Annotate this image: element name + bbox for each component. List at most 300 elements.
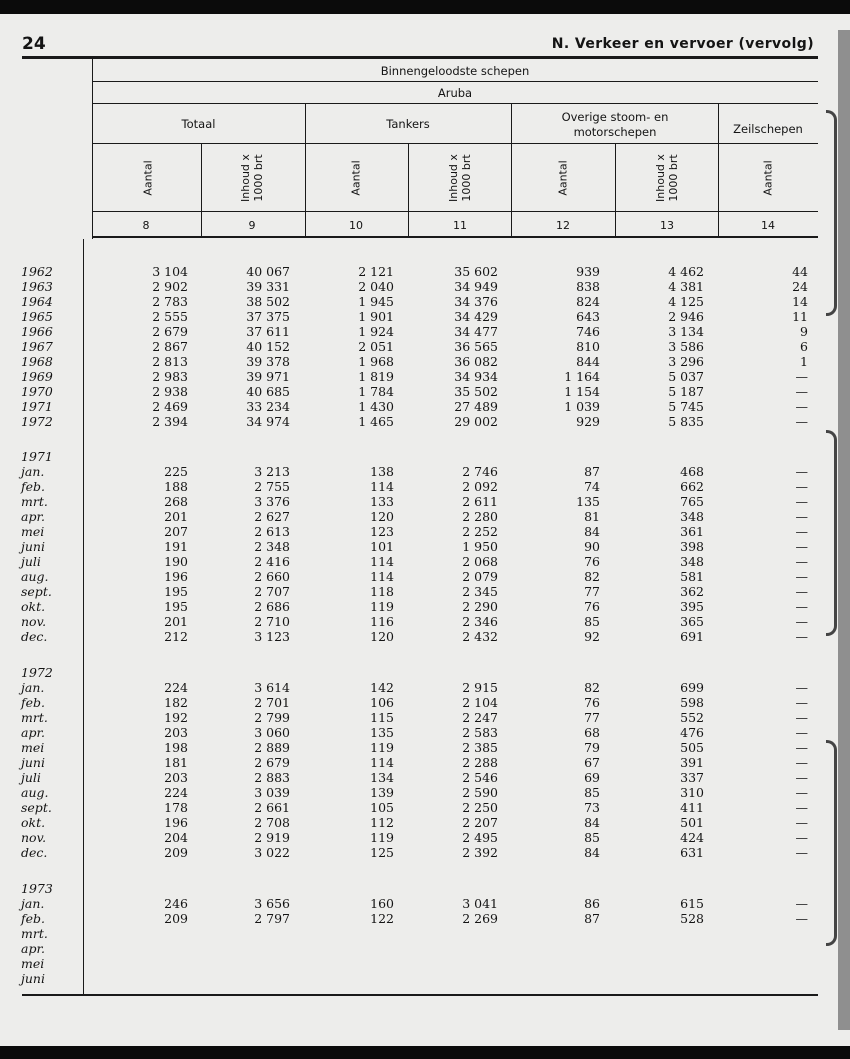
cell-col-14: — [795, 539, 808, 554]
cell-col-10: 120 [370, 509, 394, 524]
header-rule [92, 236, 818, 238]
cell-col-10: 125 [370, 845, 394, 860]
cell-col-11: 27 489 [454, 399, 498, 414]
cell-col-11: 2 546 [462, 770, 498, 785]
row-label: jan. [21, 896, 45, 911]
cell-col-8: 192 [164, 710, 188, 725]
cell-col-9: 39 331 [246, 279, 290, 294]
col-label-inhoud: Inhoud x 1000 brt [239, 154, 265, 202]
row-label: 1963 [21, 279, 53, 294]
cell-col-11: 34 934 [454, 369, 498, 384]
cell-col-8: 181 [164, 755, 188, 770]
cell-col-11: 2 346 [462, 614, 498, 629]
cell-col-12: 67 [584, 755, 600, 770]
cell-col-9: 3 656 [254, 896, 290, 911]
cell-col-8: 2 679 [152, 324, 188, 339]
cell-col-9: 34 974 [246, 414, 290, 429]
cell-col-8: 195 [164, 599, 188, 614]
cell-col-13: 5 037 [668, 369, 704, 384]
cell-col-10: 114 [370, 479, 394, 494]
cell-col-13: 505 [680, 740, 704, 755]
col-number: 9 [248, 219, 256, 232]
cell-col-14: 11 [792, 309, 808, 324]
cell-col-14: — [795, 911, 808, 926]
cell-col-13: 395 [680, 599, 704, 614]
cell-col-14: — [795, 399, 808, 414]
cell-col-11: 2 611 [462, 494, 498, 509]
cell-col-9: 38 502 [246, 294, 290, 309]
cell-col-10: 119 [370, 740, 394, 755]
cell-col-13: 5 835 [668, 414, 704, 429]
cell-col-10: 2 121 [358, 264, 394, 279]
row-label: feb. [21, 479, 45, 494]
header-rule [92, 81, 818, 82]
cell-col-10: 1 924 [358, 324, 394, 339]
cell-col-9: 2 889 [254, 740, 290, 755]
col-label-inhoud: Inhoud x 1000 brt [447, 154, 473, 202]
cell-col-12: 92 [584, 629, 600, 644]
cell-col-10: 118 [370, 584, 394, 599]
cell-col-12: 87 [584, 911, 600, 926]
top-rule [22, 56, 818, 59]
cell-col-12: 74 [584, 479, 600, 494]
cell-col-11: 2 280 [462, 509, 498, 524]
col-label-aantal: Aantal [141, 160, 155, 196]
cell-col-8: 182 [164, 695, 188, 710]
row-label: feb. [21, 695, 45, 710]
row-label: sept. [21, 800, 52, 815]
cell-col-8: 191 [164, 539, 188, 554]
year-heading: 1971 [21, 449, 53, 464]
cell-col-14: — [795, 494, 808, 509]
cell-col-13: 424 [680, 830, 704, 845]
table-row [0, 896, 850, 911]
cell-col-10: 115 [370, 710, 394, 725]
row-label: juli [21, 770, 41, 785]
cell-col-8: 2 394 [152, 414, 188, 429]
cell-col-9: 39 378 [246, 354, 290, 369]
cell-col-13: 552 [680, 710, 704, 725]
cell-col-8: 2 983 [152, 369, 188, 384]
row-label: feb. [21, 911, 45, 926]
cell-col-11: 34 949 [454, 279, 498, 294]
cell-col-12: 746 [576, 324, 600, 339]
cell-col-8: 207 [164, 524, 188, 539]
cell-col-12: 810 [576, 339, 600, 354]
table-row [0, 464, 850, 479]
row-label: 1970 [21, 384, 53, 399]
cell-col-9: 37 375 [246, 309, 290, 324]
cell-col-14: — [795, 554, 808, 569]
cell-col-12: 68 [584, 725, 600, 740]
cell-col-10: 114 [370, 554, 394, 569]
row-label: mei [21, 740, 45, 755]
cell-col-14: 14 [792, 294, 808, 309]
cell-col-13: 631 [680, 845, 704, 860]
cell-col-8: 209 [164, 845, 188, 860]
cell-col-13: 362 [680, 584, 704, 599]
row-label: juni [21, 539, 45, 554]
cell-col-9: 3 213 [254, 464, 290, 479]
row-label: apr. [21, 509, 46, 524]
cell-col-11: 3 041 [462, 896, 498, 911]
cell-col-12: 84 [584, 524, 600, 539]
col-divider [408, 144, 409, 236]
col-label-inhoud: Inhoud x 1000 brt [654, 154, 680, 202]
cell-col-10: 138 [370, 464, 394, 479]
cell-col-8: 188 [164, 479, 188, 494]
cell-col-13: 3 296 [668, 354, 704, 369]
cell-col-11: 2 288 [462, 755, 498, 770]
table-row [0, 770, 850, 785]
cell-col-13: 398 [680, 539, 704, 554]
cell-col-12: 77 [584, 584, 600, 599]
table-row [0, 414, 850, 429]
table-row [0, 911, 850, 926]
table-row [0, 539, 850, 554]
cell-col-14: 6 [800, 339, 808, 354]
cell-col-13: 365 [680, 614, 704, 629]
cell-col-10: 114 [370, 755, 394, 770]
cell-col-14: 1 [800, 354, 808, 369]
cell-col-8: 2 902 [152, 279, 188, 294]
cell-col-14: — [795, 384, 808, 399]
table-row [0, 845, 850, 860]
cell-col-13: 4 462 [668, 264, 704, 279]
cell-col-8: 204 [164, 830, 188, 845]
group-tankers: Tankers [386, 117, 430, 131]
row-label: 1964 [21, 294, 53, 309]
table-row [0, 800, 850, 815]
cell-col-11: 2 746 [462, 464, 498, 479]
cell-col-11: 2 079 [462, 569, 498, 584]
group-zeil: Zeilschepen [733, 122, 803, 136]
cell-col-11: 35 602 [454, 264, 498, 279]
cell-col-14: — [795, 369, 808, 384]
section-title: N. Verkeer en vervoer (vervolg) [551, 36, 814, 52]
cell-col-10: 1 784 [358, 384, 394, 399]
table-row [0, 971, 850, 986]
year-heading: 1972 [21, 665, 53, 680]
cell-col-9: 2 613 [254, 524, 290, 539]
cell-col-10: 1 968 [358, 354, 394, 369]
table-row [0, 629, 850, 644]
cell-col-13: 337 [680, 770, 704, 785]
table-row [0, 324, 850, 339]
row-label: 1969 [21, 369, 53, 384]
cell-col-12: 90 [584, 539, 600, 554]
row-label: 1965 [21, 309, 53, 324]
cell-col-14: — [795, 785, 808, 800]
cell-col-11: 2 290 [462, 599, 498, 614]
row-label: mei [21, 956, 45, 971]
table-row [0, 554, 850, 569]
row-label: okt. [21, 815, 46, 830]
cell-col-8: 2 555 [152, 309, 188, 324]
cell-col-12: 844 [576, 354, 600, 369]
cell-col-12: 929 [576, 414, 600, 429]
group-divider [511, 104, 512, 236]
table-row [0, 509, 850, 524]
cell-col-14: — [795, 770, 808, 785]
cell-col-13: 699 [680, 680, 704, 695]
col-number: 11 [453, 219, 467, 232]
cell-col-12: 81 [584, 509, 600, 524]
cell-col-14: — [795, 830, 808, 845]
cell-col-13: 581 [680, 569, 704, 584]
cell-col-9: 2 627 [254, 509, 290, 524]
col-label-aantal: Aantal [349, 160, 363, 196]
cell-col-13: 3 586 [668, 339, 704, 354]
col-number: 8 [142, 219, 150, 232]
cell-col-11: 2 247 [462, 710, 498, 725]
cell-col-11: 34 477 [454, 324, 498, 339]
table-row [0, 354, 850, 369]
table-row [0, 384, 850, 399]
cell-col-10: 101 [370, 539, 394, 554]
cell-col-13: 411 [680, 800, 704, 815]
cell-col-13: 3 134 [668, 324, 704, 339]
cell-col-11: 2 590 [462, 785, 498, 800]
cell-col-14: — [795, 710, 808, 725]
cell-col-14: — [795, 800, 808, 815]
row-label: nov. [21, 614, 47, 629]
row-label: 1962 [21, 264, 53, 279]
row-label: juni [21, 755, 45, 770]
row-label: okt. [21, 599, 46, 614]
cell-col-9: 3 376 [254, 494, 290, 509]
cell-col-14: — [795, 614, 808, 629]
header-rule [92, 103, 818, 104]
cell-col-14: — [795, 569, 808, 584]
cell-col-14: — [795, 740, 808, 755]
row-label: mrt. [21, 926, 48, 941]
table-row [0, 740, 850, 755]
cell-col-13: 4 381 [668, 279, 704, 294]
cell-col-11: 1 950 [462, 539, 498, 554]
table-row [0, 785, 850, 800]
cell-col-14: — [795, 629, 808, 644]
cell-col-10: 114 [370, 569, 394, 584]
cell-col-14: — [795, 599, 808, 614]
cell-col-9: 40 685 [246, 384, 290, 399]
table-row [0, 584, 850, 599]
col-number: 12 [556, 219, 570, 232]
cell-col-10: 119 [370, 599, 394, 614]
cell-col-13: 691 [680, 629, 704, 644]
cell-col-10: 120 [370, 629, 394, 644]
table-row [0, 479, 850, 494]
table-row [0, 264, 850, 279]
cell-col-9: 2 710 [254, 614, 290, 629]
group-totaal: Totaal [181, 117, 216, 131]
cell-col-9: 2 661 [254, 800, 290, 815]
cell-col-12: 824 [576, 294, 600, 309]
cell-col-14: — [795, 896, 808, 911]
cell-col-12: 643 [576, 309, 600, 324]
cell-col-9: 37 611 [246, 324, 290, 339]
cell-col-12: 84 [584, 845, 600, 860]
cell-col-8: 2 813 [152, 354, 188, 369]
cell-col-10: 105 [370, 800, 394, 815]
cell-col-12: 76 [584, 599, 600, 614]
cell-col-13: 348 [680, 509, 704, 524]
table-row [0, 279, 850, 294]
cell-col-12: 87 [584, 464, 600, 479]
cell-col-8: 268 [164, 494, 188, 509]
cell-col-11: 34 376 [454, 294, 498, 309]
cell-col-12: 86 [584, 896, 600, 911]
table-row [0, 569, 850, 584]
cell-col-9: 3 060 [254, 725, 290, 740]
cell-col-10: 1 819 [358, 369, 394, 384]
cell-col-10: 1 465 [358, 414, 394, 429]
col-label-aantal: Aantal [761, 160, 775, 196]
table-row [0, 695, 850, 710]
cell-col-14: — [795, 695, 808, 710]
row-label: aug. [21, 785, 49, 800]
cell-col-12: 77 [584, 710, 600, 725]
table-row [0, 399, 850, 414]
table-row [0, 369, 850, 384]
cell-col-11: 36 565 [454, 339, 498, 354]
cell-col-11: 2 104 [462, 695, 498, 710]
cell-col-12: 84 [584, 815, 600, 830]
cell-col-10: 2 040 [358, 279, 394, 294]
cell-col-8: 201 [164, 614, 188, 629]
cell-col-13: 5 745 [668, 399, 704, 414]
cell-col-9: 33 234 [246, 399, 290, 414]
cell-col-12: 939 [576, 264, 600, 279]
row-label: aug. [21, 569, 49, 584]
cell-col-13: 765 [680, 494, 704, 509]
cell-col-13: 5 187 [668, 384, 704, 399]
cell-col-13: 476 [680, 725, 704, 740]
cell-col-8: 224 [164, 785, 188, 800]
cell-col-13: 4 125 [668, 294, 704, 309]
table-row [0, 941, 850, 956]
cell-col-8: 190 [164, 554, 188, 569]
cell-col-12: 82 [584, 680, 600, 695]
cell-col-12: 85 [584, 614, 600, 629]
cell-col-11: 2 432 [462, 629, 498, 644]
cell-col-10: 2 051 [358, 339, 394, 354]
cell-col-9: 2 701 [254, 695, 290, 710]
row-label: juli [21, 554, 41, 569]
row-label: mrt. [21, 710, 48, 725]
group-overige: Overige stoom- en motorschepen [561, 110, 669, 139]
cell-col-14: 24 [792, 279, 808, 294]
cell-col-12: 135 [576, 494, 600, 509]
cell-col-12: 82 [584, 569, 600, 584]
row-label: jan. [21, 464, 45, 479]
cell-col-9: 2 707 [254, 584, 290, 599]
cell-col-11: 2 207 [462, 815, 498, 830]
cell-col-14: — [795, 815, 808, 830]
table-row [0, 494, 850, 509]
cell-col-10: 116 [370, 614, 394, 629]
cell-col-13: 662 [680, 479, 704, 494]
col-number: 13 [660, 219, 674, 232]
cell-col-11: 2 915 [462, 680, 498, 695]
table-row [0, 294, 850, 309]
cell-col-8: 246 [164, 896, 188, 911]
cell-col-13: 310 [680, 785, 704, 800]
cell-col-9: 2 797 [254, 911, 290, 926]
cell-col-11: 29 002 [454, 414, 498, 429]
cell-col-13: 528 [680, 911, 704, 926]
row-label: dec. [21, 845, 48, 860]
cell-col-9: 2 708 [254, 815, 290, 830]
col-divider [615, 144, 616, 236]
row-label: jan. [21, 680, 45, 695]
header-main: Binnengeloodste schepen [380, 64, 530, 78]
cell-col-11: 36 082 [454, 354, 498, 369]
cell-col-11: 2 583 [462, 725, 498, 740]
cell-col-8: 196 [164, 569, 188, 584]
bottom-rule [22, 994, 818, 996]
row-label: sept. [21, 584, 52, 599]
col-number: 14 [761, 219, 775, 232]
cell-col-11: 2 068 [462, 554, 498, 569]
cell-col-8: 2 783 [152, 294, 188, 309]
table-row [0, 680, 850, 695]
cell-col-12: 1 154 [564, 384, 600, 399]
table-row [0, 614, 850, 629]
cell-col-13: 391 [680, 755, 704, 770]
cell-col-12: 79 [584, 740, 600, 755]
cell-col-10: 1 430 [358, 399, 394, 414]
cell-col-11: 2 495 [462, 830, 498, 845]
cell-col-11: 35 502 [454, 384, 498, 399]
cell-col-13: 501 [680, 815, 704, 830]
year-heading: 1973 [21, 881, 53, 896]
header-sub: Aruba [437, 86, 473, 100]
row-label: apr. [21, 725, 46, 740]
cell-col-8: 203 [164, 725, 188, 740]
cell-col-9: 40 152 [246, 339, 290, 354]
cell-col-9: 2 686 [254, 599, 290, 614]
cell-col-8: 203 [164, 770, 188, 785]
cell-col-14: — [795, 725, 808, 740]
cell-col-9: 2 919 [254, 830, 290, 845]
cell-col-8: 212 [164, 629, 188, 644]
cell-col-14: 44 [792, 264, 808, 279]
cell-col-12: 1 039 [564, 399, 600, 414]
cell-col-14: — [795, 509, 808, 524]
cell-col-14: — [795, 584, 808, 599]
cell-col-10: 119 [370, 830, 394, 845]
cell-col-10: 160 [370, 896, 394, 911]
row-label: 1971 [21, 399, 53, 414]
cell-col-14: — [795, 524, 808, 539]
cell-col-10: 139 [370, 785, 394, 800]
cell-col-12: 76 [584, 695, 600, 710]
cell-col-10: 133 [370, 494, 394, 509]
cell-col-13: 2 946 [668, 309, 704, 324]
cell-col-10: 134 [370, 770, 394, 785]
row-label: nov. [21, 830, 47, 845]
cell-col-11: 2 252 [462, 524, 498, 539]
cell-col-11: 2 250 [462, 800, 498, 815]
row-label: apr. [21, 941, 46, 956]
cell-col-11: 2 092 [462, 479, 498, 494]
cell-col-8: 209 [164, 911, 188, 926]
cell-col-10: 142 [370, 680, 394, 695]
cell-col-8: 178 [164, 800, 188, 815]
cell-col-14: — [795, 414, 808, 429]
row-label: 1967 [21, 339, 53, 354]
